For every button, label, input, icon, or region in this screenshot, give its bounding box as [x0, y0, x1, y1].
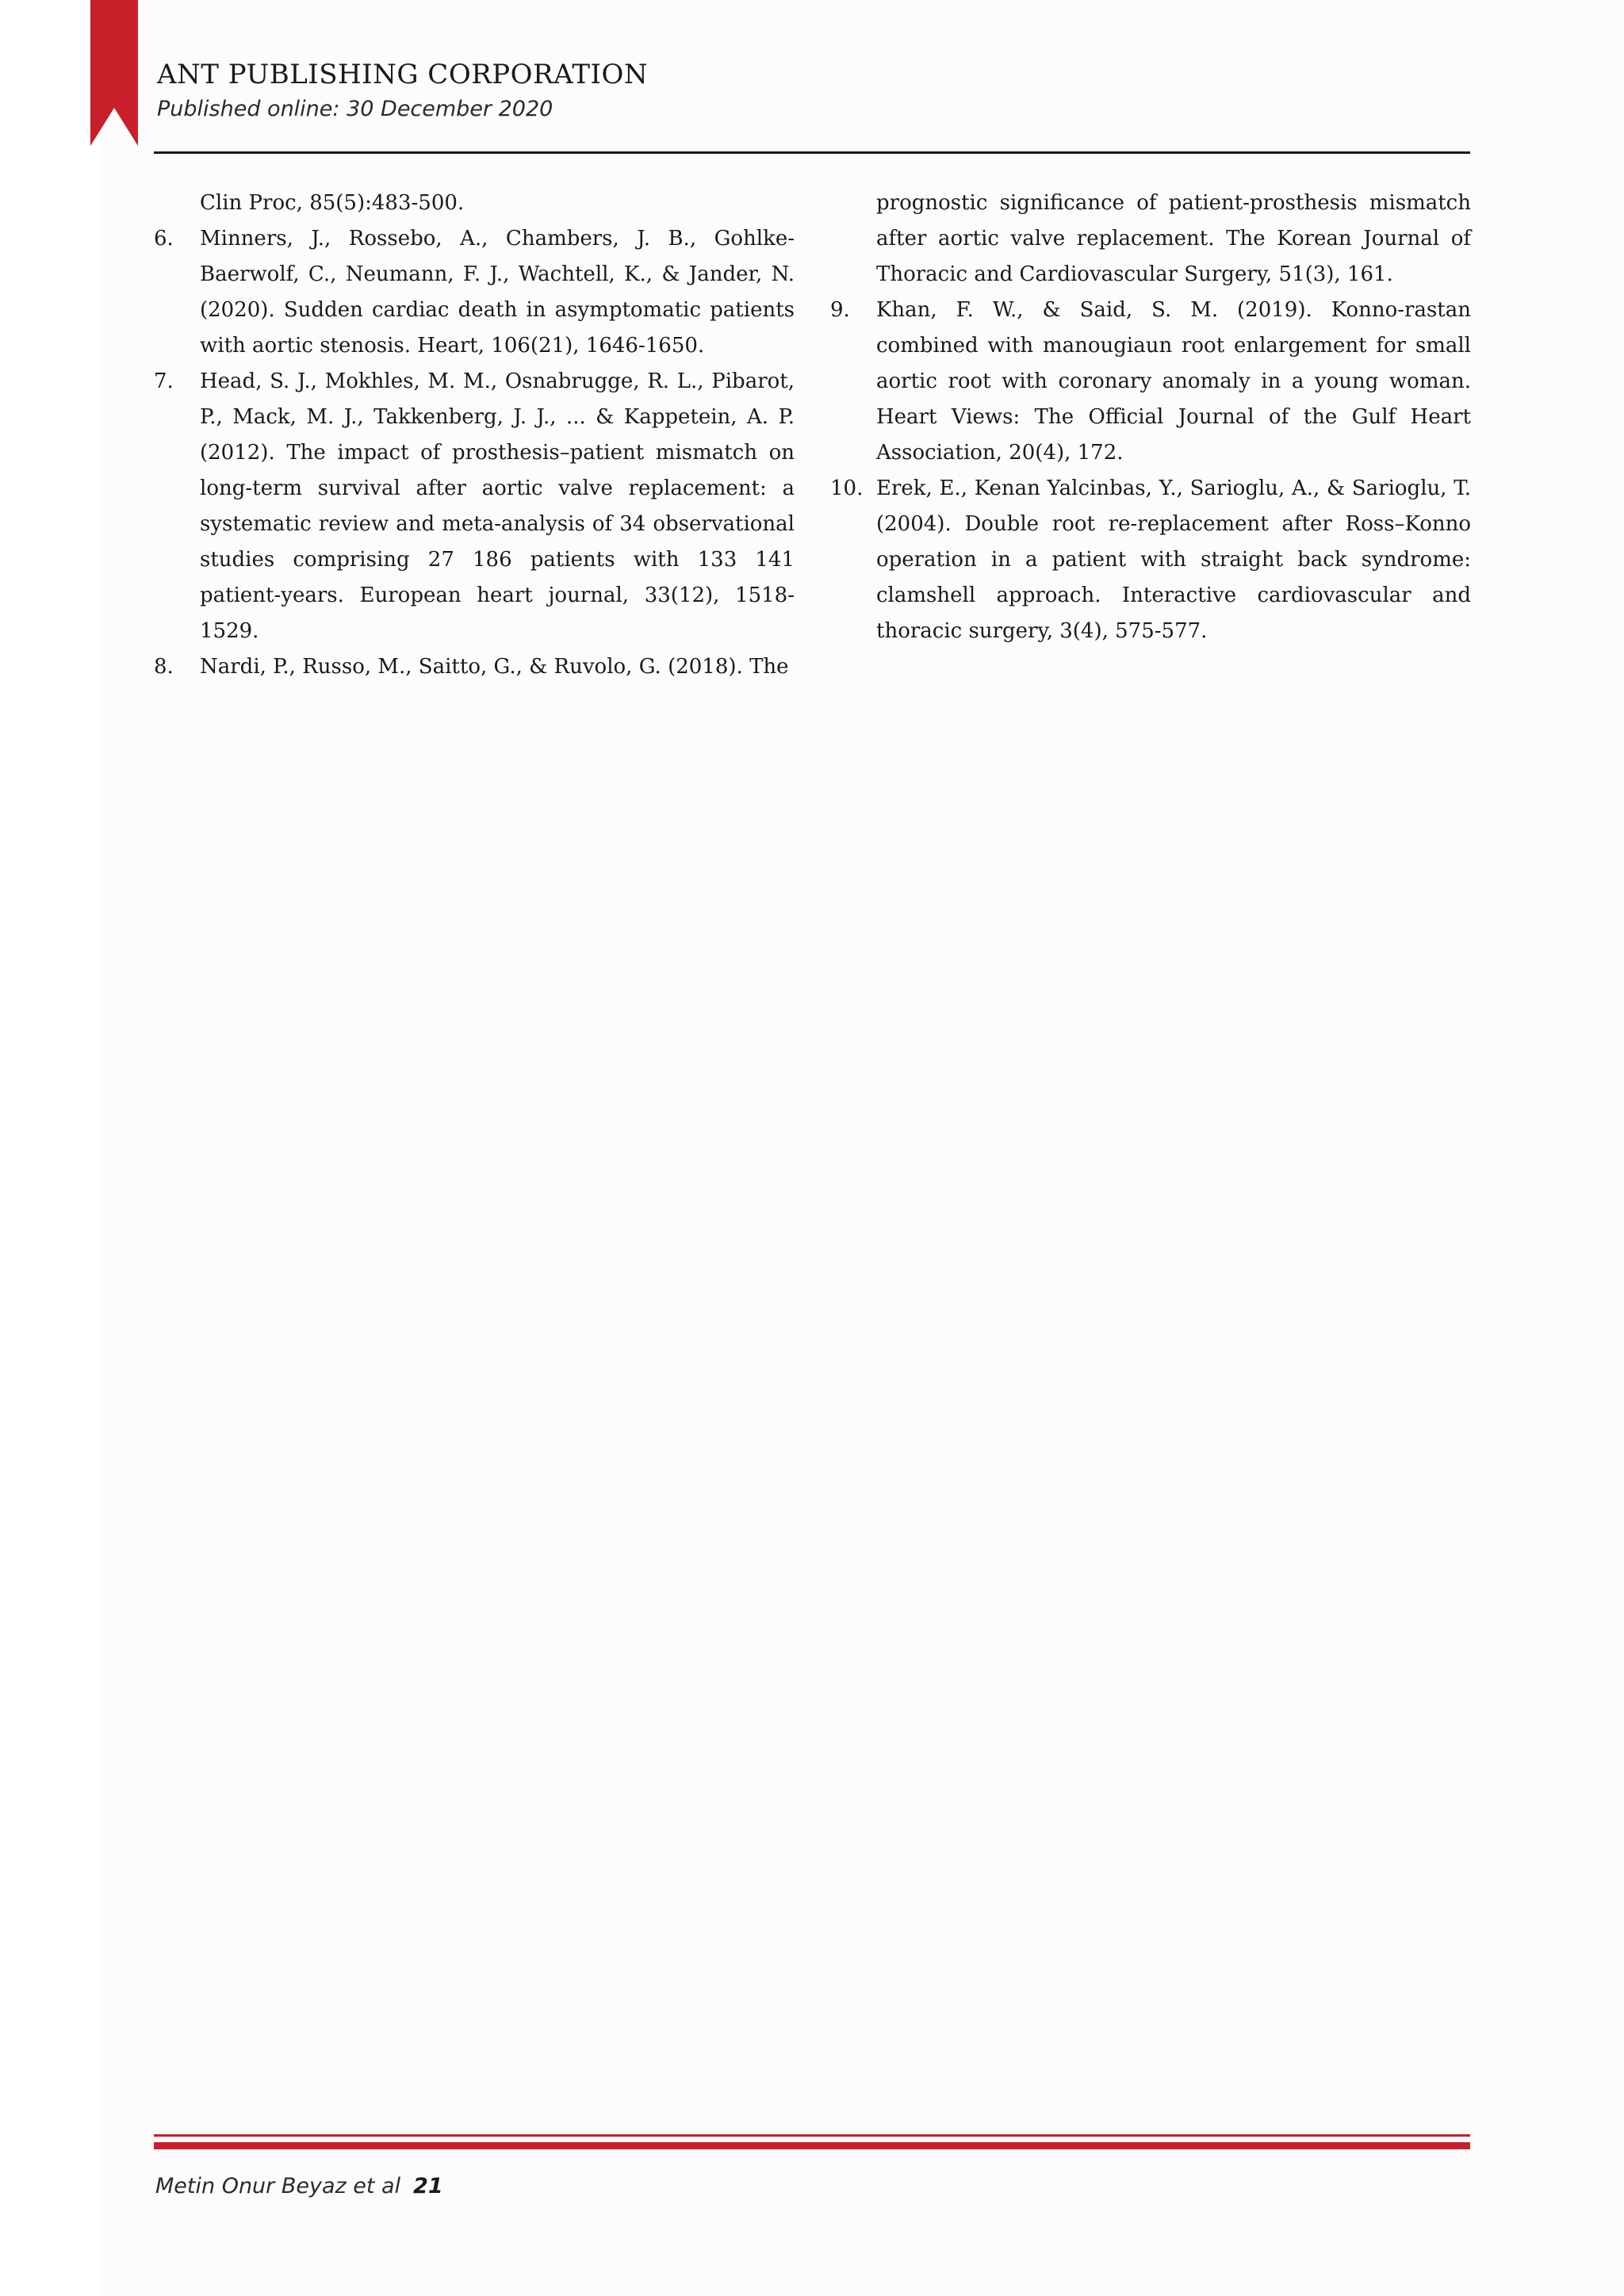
- reference-number: 7.: [154, 369, 174, 393]
- footer-divider-thick: [154, 2142, 1470, 2149]
- references-left-column: [154, 186, 795, 685]
- reference-item: [830, 471, 1471, 649]
- reference-item: [830, 293, 1471, 471]
- reference-item: [154, 221, 795, 364]
- header-divider: [154, 151, 1470, 154]
- reference-number: 8.: [154, 655, 174, 679]
- publisher-name: ANT PUBLISHING CORPORATION: [157, 59, 649, 90]
- reference-item: [154, 364, 795, 649]
- reference-text: prognostic significance of patient-prosthesis mismatch after aortic valve replacement. The Korean Journal of Thoracic and Cardiovascular Surgery, 51(3), 161.: [876, 191, 1471, 286]
- bookmark-ribbon-icon: [90, 0, 138, 146]
- footer-divider-thin: [154, 2134, 1470, 2137]
- reference-item: [154, 186, 795, 221]
- footer-author: Metin Onur Beyaz et al: [155, 2174, 401, 2198]
- page-footer: [155, 2174, 443, 2198]
- reference-text: Erek, E., Kenan Yalcinbas, Y., Sarioglu, A., & Sarioglu, T. (2004). Double root re-replacement after Ross–Konno operation in a patient with straight back syndrome: clamshell approach. Interactive cardiovascular and thoracic surgery, 3(4), 575-577.: [876, 476, 1471, 643]
- reference-text: Head, S. J., Mokhles, M. M., Osnabrugge, R. L., Pibarot, P., Mack, M. J., Takkenberg, J. J., ... & Kappetein, A. P. (2012). The impact of prosthesis–patient mismatch on long-term survival after aortic valve replacement: a systematic review and meta-analysis of 34 observational studies comprising 27 186 patients with 133 141 patient-years. European heart journal, 33(12), 1518-1529.: [200, 369, 795, 643]
- reference-text: Nardi, P., Russo, M., Saitto, G., & Ruvolo, G. (2018). The: [200, 655, 789, 679]
- reference-text: Khan, F. W., & Said, S. M. (2019). Konno-rastan combined with manougiaun root enlargement for small aortic root with coronary anomaly in a young woman. Heart Views: The Official Journal of the Gulf Heart Association, 20(4), 172.: [876, 298, 1471, 465]
- reference-item: [830, 186, 1471, 293]
- reference-number: 10.: [830, 476, 864, 500]
- reference-text: Minners, J., Rossebo, A., Chambers, J. B., Gohlke-Baerwolf, C., Neumann, F. J., Wachtell, K., & Jander, N. (2020). Sudden cardiac death in asymptomatic patients with aortic stenosis. Heart, 106(21), 1646-1650.: [200, 227, 795, 358]
- published-date: Published online: 30 December 2020: [157, 97, 553, 121]
- page-number: 21: [413, 2174, 443, 2198]
- reference-item: [154, 649, 795, 685]
- reference-number: 6.: [154, 227, 174, 251]
- page-margin: [0, 0, 100, 2296]
- reference-number: 9.: [830, 298, 850, 322]
- references-right-column: [830, 186, 1471, 649]
- reference-text: Clin Proc, 85(5):483-500.: [200, 191, 465, 215]
